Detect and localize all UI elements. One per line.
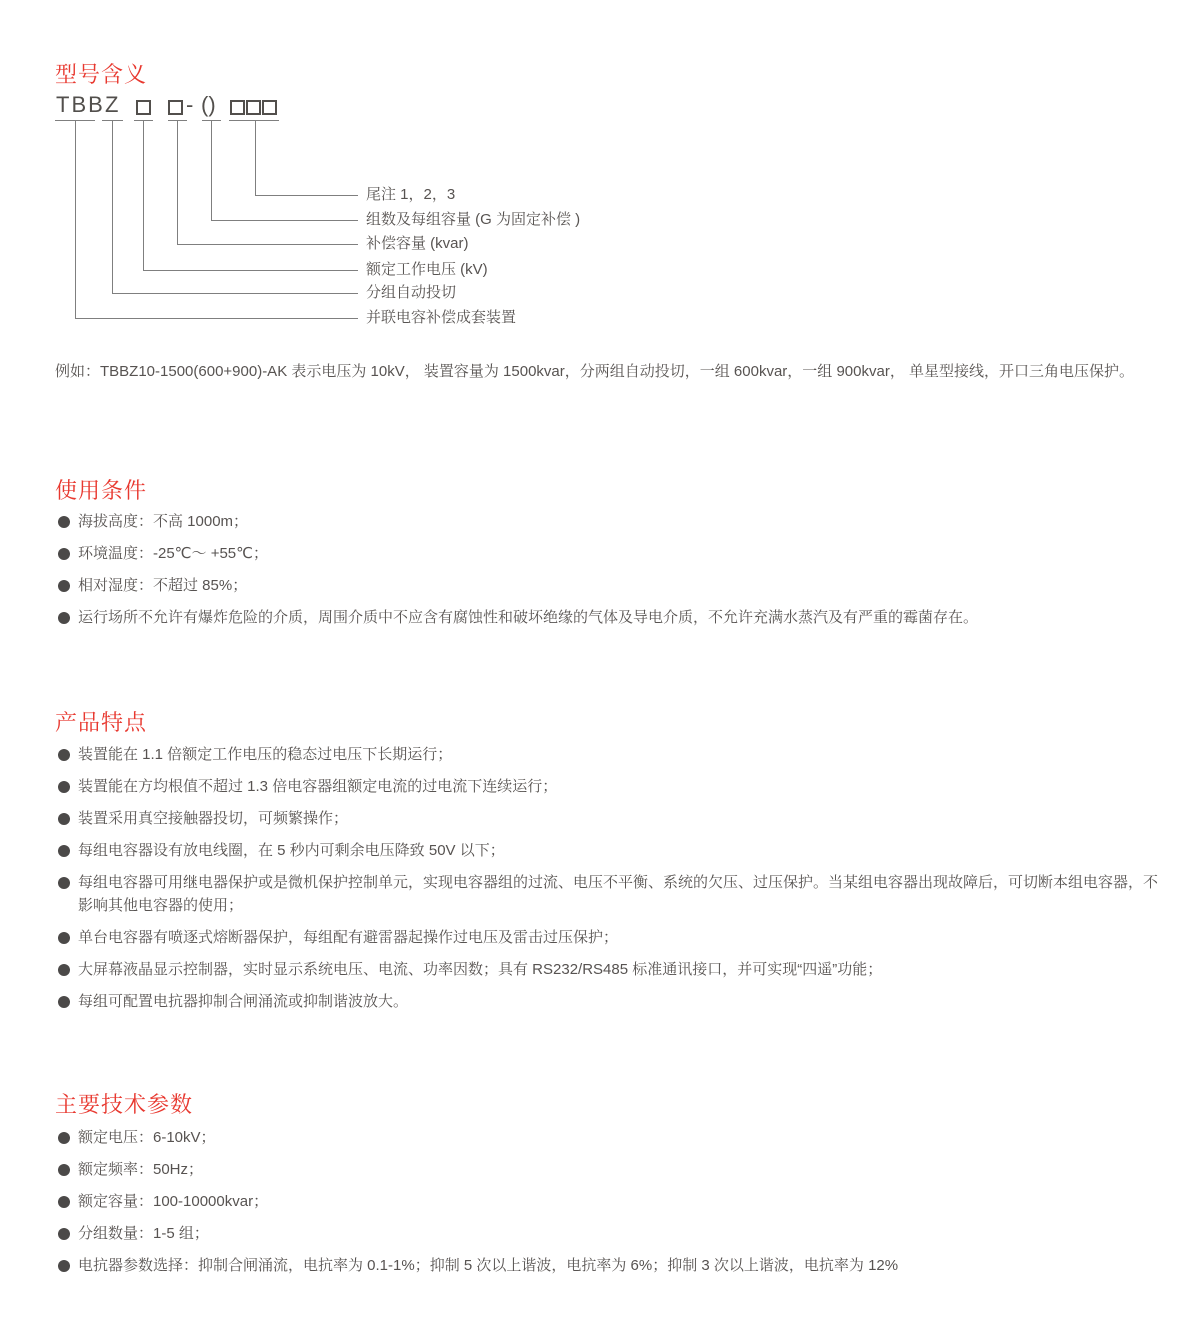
list-item-text: 额定容量：100-10000kvar；: [78, 1193, 269, 1210]
list-item-text: 额定电压：6-10kV；: [78, 1129, 216, 1146]
bullet-icon: [58, 516, 70, 528]
bullet-icon: [58, 548, 70, 560]
diagram-label-prefix: 并联电容补偿成套装置: [366, 309, 517, 326]
list-item-text: 每组可配置电抗器抑制合闸涌流或抑制谐波放大。: [78, 993, 409, 1010]
diagram-label-group-switch: 分组自动投切: [366, 284, 457, 301]
section-title-technical-parameters: 主要技术参数: [55, 1092, 194, 1117]
diagram-label-voltage: 额定工作电压 (kV): [366, 261, 488, 278]
list-item: [55, 1222, 1167, 1245]
bullet-icon: [58, 1132, 70, 1144]
list-item: [55, 1158, 1167, 1181]
list-item: [55, 926, 1167, 949]
leader-vertical-groups: [211, 121, 212, 220]
list-item: [55, 1190, 1167, 1213]
list-item: [55, 574, 1167, 597]
usage-conditions-list: [55, 510, 1167, 638]
list-item-text: 额定频率：50Hz；: [78, 1161, 204, 1178]
list-item: [55, 839, 1167, 862]
model-code-box-voltage: [136, 100, 151, 115]
leader-horizontal-prefix: [75, 318, 358, 319]
section-title-model-meaning: 型号含义: [55, 62, 148, 87]
leader-horizontal-group-switch: [112, 293, 358, 294]
list-item-text: 电抗器参数选择：抑制合闸涌流，电抗率为 0.1-1%；抑制 5 次以上谐波，电抗率为 6%；抑制 3 次以上谐波，电抗率为 12%: [78, 1257, 899, 1274]
bullet-icon: [58, 932, 70, 944]
diagram-label-suffix: 尾注 1，2，3: [366, 186, 456, 203]
bullet-icon: [58, 813, 70, 825]
model-code-box-suffix-1: [230, 100, 245, 115]
list-item-text: 装置能在 1.1 倍额定工作电压的稳态过电压下长期运行；: [78, 746, 453, 763]
list-item: [55, 510, 1167, 533]
list-item-text: 装置采用真空接触器投切，可频繁操作；: [78, 810, 349, 827]
list-item-text: 分组数量：1-5 组；: [78, 1225, 209, 1242]
section-title-product-features: 产品特点: [55, 710, 148, 735]
model-example-paragraph: 例如：TBBZ10-1500(600+900)-AK 表示电压为 10kV， 装置容量为 1500kvar，分两组自动投切，一组 600kvar，一组 900kvar， 单星型接线，开口三角电压保护。: [55, 363, 1134, 380]
bullet-icon: [58, 996, 70, 1008]
technical-parameters-list: [55, 1126, 1167, 1286]
section-title-usage-conditions: 使用条件: [55, 478, 148, 503]
list-item: [55, 871, 1167, 917]
bullet-icon: [58, 1196, 70, 1208]
list-item-text: 每组电容器可用继电器保护或是微机保护控制单元，实现电容器组的过流、电压不平衡、系统的欠压、过压保护。当某组电容器出现故障后，可切断本组电容器，不影响其他电容器的使用；: [78, 874, 1159, 914]
leader-vertical-suffix: [255, 121, 256, 195]
model-code-group-switch: Z: [105, 92, 119, 117]
bullet-icon: [58, 781, 70, 793]
bullet-icon: [58, 612, 70, 624]
bullet-icon: [58, 1164, 70, 1176]
list-item-text: 装置能在方均根值不超过 1.3 倍电容器组额定电流的过电流下连续运行；: [78, 778, 558, 795]
list-item-text: 单台电容器有喷逐式熔断器保护，每组配有避雷器起操作过电压及雷击过压保护；: [78, 929, 619, 946]
leader-vertical-capacity: [177, 121, 178, 244]
list-item-text: 环境温度：-25℃～ +55℃；: [78, 545, 268, 562]
list-item: [55, 807, 1167, 830]
list-item: [55, 606, 1167, 629]
diagram-label-groups: 组数及每组容量 (G 为固定补偿 ): [366, 211, 581, 228]
bullet-icon: [58, 845, 70, 857]
model-code-box-suffix-2: [246, 100, 261, 115]
leader-vertical-group-switch: [112, 121, 113, 293]
bullet-icon: [58, 580, 70, 592]
list-item: [55, 775, 1167, 798]
list-item: [55, 1254, 1167, 1277]
list-item-text: 每组电容器设有放电线圈，在 5 秒内可剩余电压降致 50V 以下；: [78, 842, 505, 859]
list-item-text: 海拔高度：不高 1000m；: [78, 513, 249, 530]
underline-suffix-boxes: [229, 120, 279, 121]
list-item-text: 运行场所不允许有爆炸危险的介质，周围介质中不应含有腐蚀性和破坏绝缘的气体及导电介质，不允许充满水蒸汽及有严重的霉菌存在。: [78, 609, 979, 626]
model-code-box-capacity: [168, 100, 183, 115]
leader-vertical-voltage: [143, 121, 144, 270]
list-item-text: 大屏幕液晶显示控制器，实时显示系统电压、电流、功率因数；具有 RS232/RS485 标准通讯接口，并可实现“四遥”功能；: [78, 961, 883, 978]
list-item: [55, 958, 1167, 981]
list-item: [55, 743, 1167, 766]
model-code-prefix: TBB: [56, 92, 105, 117]
model-code-box-suffix-3: [262, 100, 277, 115]
list-item-text: 相对湿度：不超过 85%；: [78, 577, 248, 594]
diagram-label-capacity: 补偿容量 (kvar): [366, 235, 469, 252]
leader-horizontal-suffix: [255, 195, 358, 196]
list-item: [55, 1126, 1167, 1149]
bullet-icon: [58, 749, 70, 761]
product-features-list: [55, 743, 1167, 1022]
model-code-dash: -: [186, 92, 194, 117]
bullet-icon: [58, 1228, 70, 1240]
bullet-icon: [58, 964, 70, 976]
leader-horizontal-voltage: [143, 270, 358, 271]
model-code-paren: (): [201, 92, 216, 117]
list-item: [55, 542, 1167, 565]
leader-horizontal-groups: [211, 220, 358, 221]
leader-horizontal-capacity: [177, 244, 358, 245]
bullet-icon: [58, 877, 70, 889]
leader-vertical-prefix: [75, 121, 76, 318]
bullet-icon: [58, 1260, 70, 1272]
list-item: [55, 990, 1167, 1013]
